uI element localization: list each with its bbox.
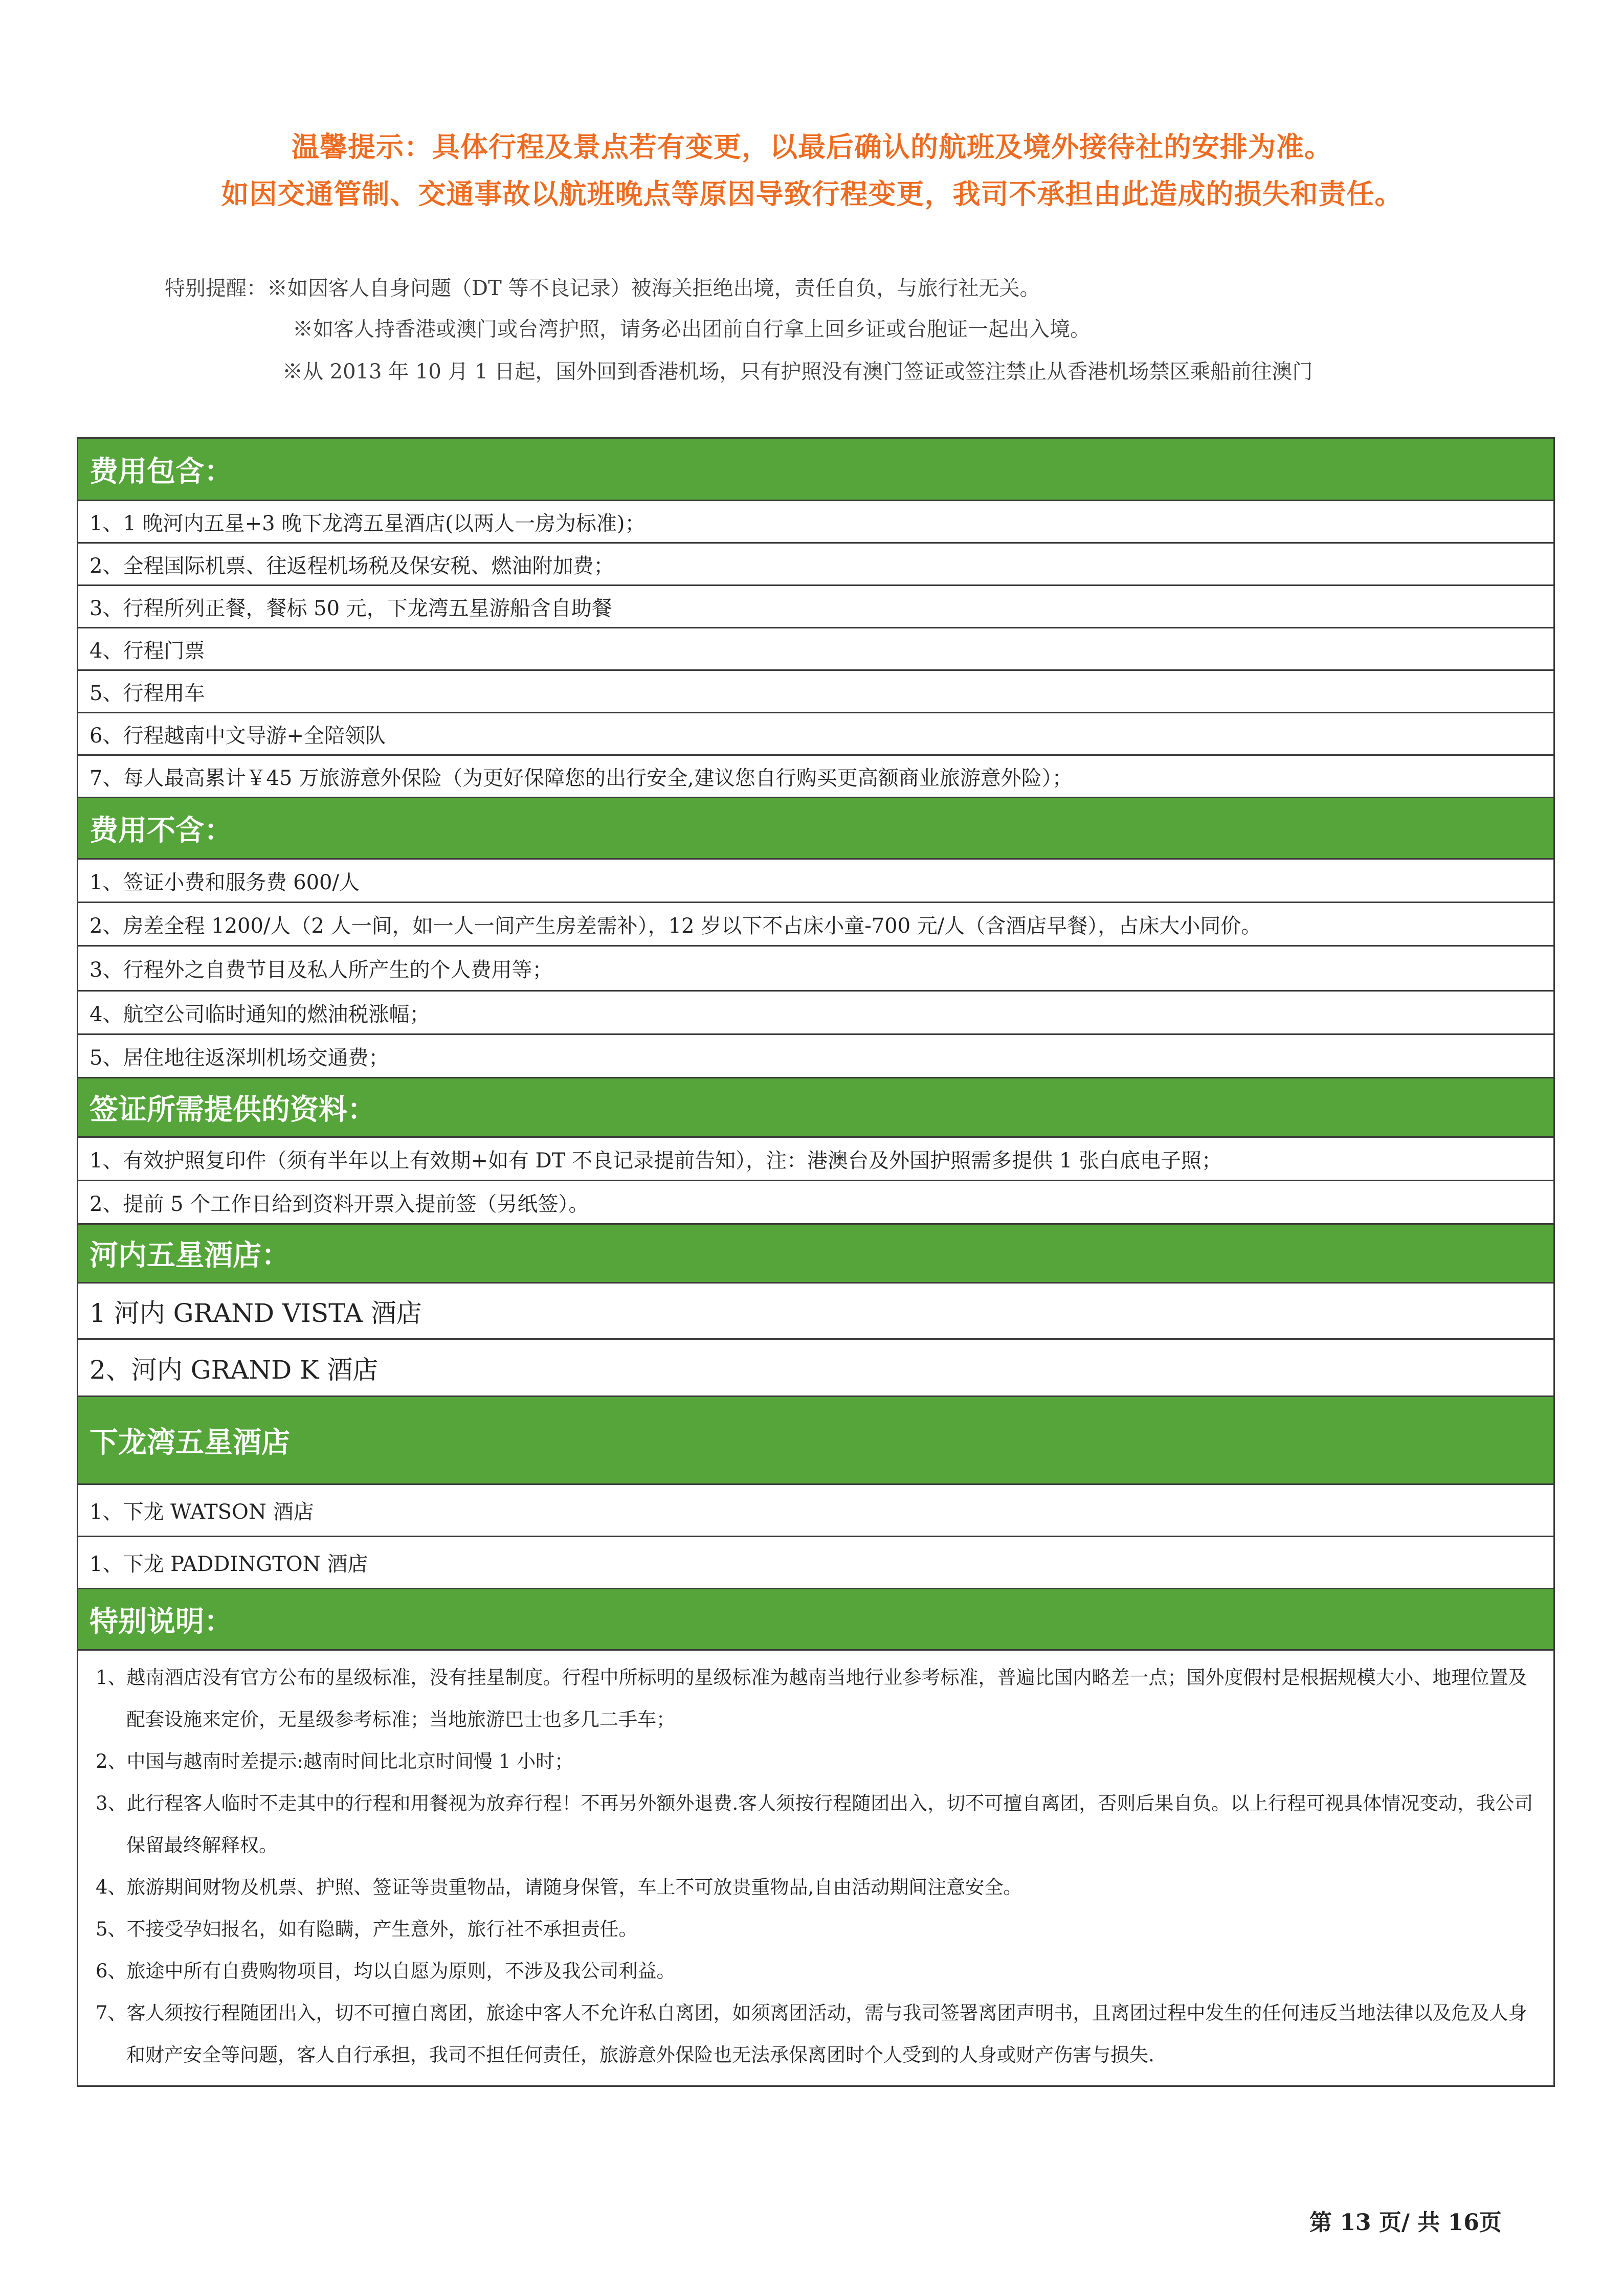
section-header-halong-hotels	[78, 1397, 1554, 1484]
included-item: 6、行程越南中文导游+全陪领队	[78, 713, 1554, 755]
note-item: 1、越南酒店没有官方公布的星级标准，没有挂星制度。行程中所标明的星级标准为越南当地行业参考标准，普遍比国内略差一点；国外度假村是根据规模大小、地理位置及配套设施来定价，无星级参考标准；当地旅游巴士也多几二手车；	[96, 1667, 1527, 1730]
section-header-notes	[78, 1589, 1554, 1650]
table-row	[78, 946, 1554, 991]
excluded-item: 1、签证小费和服务费 600/人	[78, 859, 1554, 903]
section-header-hanoi-hotels	[78, 1224, 1554, 1283]
included-item: 3、行程所列正餐，餐标 50 元，下龙湾五星游船含自助餐	[78, 586, 1554, 628]
notice-line-2: 如因交通管制、交通事故以航班晚点等原因导致行程变更，我司不承担由此造成的损失和责任。	[221, 178, 1403, 210]
table-row	[78, 1339, 1554, 1397]
section-title: 特别说明：	[78, 1589, 1554, 1650]
section-header-included	[78, 438, 1554, 501]
note-item: 2、中国与越南时差提示:越南时间比北京时间慢 1 小时；	[96, 1750, 574, 1772]
table-row	[78, 543, 1554, 586]
section-title: 费用不含：	[78, 798, 1554, 859]
excluded-item: 4、航空公司临时通知的燃油税涨幅；	[78, 991, 1554, 1034]
section-title: 费用包含：	[78, 438, 1554, 501]
special-reminder-3: ※从 2013 年 10 月 1 日起，国外回到香港机场，只有护照没有澳门签证或签注禁止从香港机场禁区乘船前往澳门	[282, 360, 1313, 384]
section-title: 下龙湾五星酒店	[78, 1397, 1554, 1484]
excluded-item: 2、房差全程 1200/人（2 人一间，如一人一间产生房差需补），12 岁以下不占床小童-700 元/人（含酒店早餐），占床大小同价。	[78, 903, 1554, 946]
hanoi-hotel-item: 2、河内 GRAND K 酒店	[78, 1339, 1554, 1397]
hanoi-hotel-item: 1 河内 GRAND VISTA 酒店	[78, 1283, 1554, 1339]
table-row	[78, 1137, 1554, 1181]
table-row	[78, 903, 1554, 946]
table-row	[78, 1283, 1554, 1339]
halong-hotel-item: 1、下龙 WATSON 酒店	[78, 1484, 1554, 1537]
table-row	[78, 670, 1554, 713]
note-item: 4、旅游期间财物及机票、护照、签证等贵重物品，请随身保管，车上不可放贵重物品,自由活动期间注意安全。	[96, 1876, 1022, 1898]
table-row	[78, 859, 1554, 903]
note-item: 5、不接受孕妇报名，如有隐瞒，产生意外，旅行社不承担责任。	[96, 1918, 638, 1940]
excluded-item: 3、行程外之自费节目及私人所产生的个人费用等；	[78, 946, 1554, 991]
visa-item: 1、有效护照复印件（须有半年以上有效期+如有 DT 不良记录提前告知），注：港澳台及外国护照需多提供 1 张白底电子照；	[78, 1137, 1554, 1181]
notice-line-1: 温馨提示：具体行程及景点若有变更，以最后确认的航班及境外接待社的安排为准。	[292, 131, 1332, 163]
page-number: 第 13 页/ 共 16页	[1309, 2210, 1502, 2236]
table-row	[78, 501, 1554, 543]
itinerary-terms-table	[77, 437, 1555, 2087]
table-row	[78, 1484, 1554, 1537]
note-item: 3、此行程客人临时不走其中的行程和用餐视为放弃行程！不再另外额外退费.客人须按行程随团出入，切不可擅自离团，否则后果自负。以上行程可视具体情况变动，我公司保留最终解释权。	[96, 1792, 1533, 1856]
table-row	[78, 586, 1554, 628]
table-row	[78, 1034, 1554, 1078]
halong-hotel-item: 1、下龙 PADDINGTON 酒店	[78, 1537, 1554, 1589]
visa-item: 2、提前 5 个工作日给到资料开票入提前签（另纸签）。	[78, 1181, 1554, 1224]
included-item: 1、1 晚河内五星+3 晚下龙湾五星酒店(以两人一房为标准)；	[78, 501, 1554, 543]
table-row	[78, 1537, 1554, 1589]
notes-cell	[78, 1650, 1554, 2086]
section-header-visa	[78, 1078, 1554, 1137]
excluded-item: 5、居住地往返深圳机场交通费；	[78, 1034, 1554, 1078]
table-row	[78, 1181, 1554, 1224]
included-item: 5、行程用车	[78, 670, 1554, 713]
included-item: 4、行程门票	[78, 628, 1554, 670]
table-row	[78, 713, 1554, 755]
note-item: 6、旅途中所有自费购物项目，均以自愿为原则，不涉及我公司利益。	[96, 1960, 676, 1982]
note-item: 7、客人须按行程随团出入，切不可擅自离团，旅途中客人不允许私自离团，如须离团活动，需与我司签署离团声明书，且离团过程中发生的任何违反当地法律以及危及人身和财产安全等问题，客人自行承担，我司不担任何责任，旅游意外保险也无法承保离团时个人受到的人身或财产伤害与损失.	[96, 2002, 1527, 2066]
special-reminder-1: 特别提醒：※如因客人自身问题（DT 等不良记录）被海关拒绝出境，责任自负，与旅行社无关。	[165, 277, 1040, 300]
notes-body	[78, 1650, 1554, 2086]
section-title: 河内五星酒店：	[78, 1224, 1554, 1283]
table-row	[78, 755, 1554, 798]
section-title: 签证所需提供的资料：	[78, 1078, 1554, 1137]
section-header-excluded	[78, 798, 1554, 859]
included-item: 7、每人最高累计￥45 万旅游意外保险（为更好保障您的出行安全,建议您自行购买更高额商业旅游意外险）；	[78, 755, 1554, 798]
special-reminder-2: ※如客人持香港或澳门或台湾护照，请务必出团前自行拿上回乡证或台胞证一起出入境。	[293, 318, 1091, 341]
table-row	[78, 991, 1554, 1034]
included-item: 2、全程国际机票、往返程机场税及保安税、燃油附加费；	[78, 543, 1554, 586]
table-row	[78, 628, 1554, 670]
